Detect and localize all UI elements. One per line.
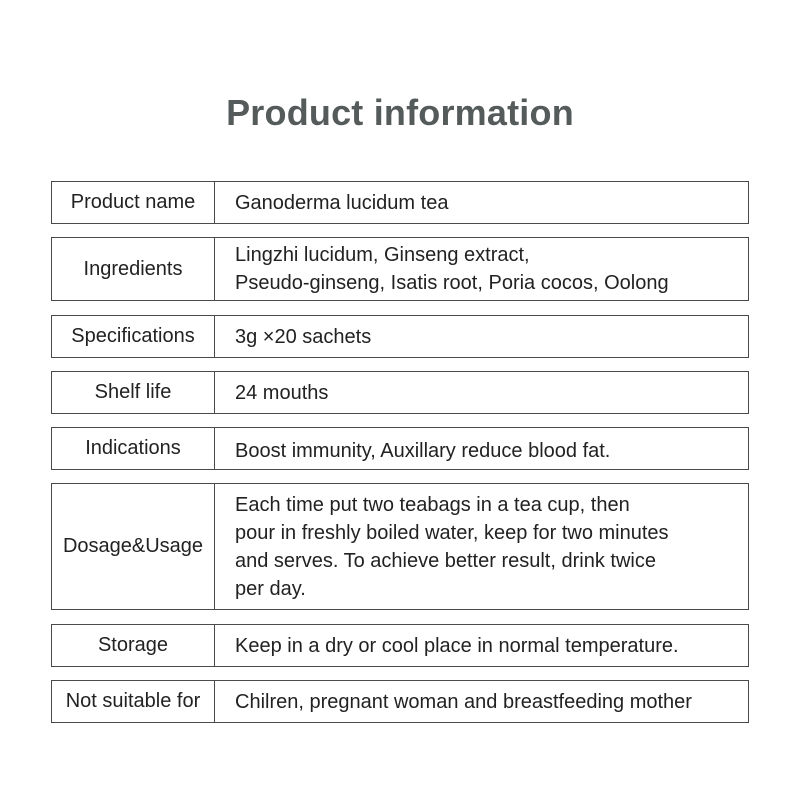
row-value <box>215 681 748 722</box>
row-value-line: per day. <box>235 577 306 600</box>
row-value <box>215 484 748 609</box>
row-value-line: Keep in a dry or cool place in normal temperature. <box>235 634 679 657</box>
page-title: Product information <box>226 92 574 133</box>
row-value-line: Lingzhi lucidum, Ginseng extract, <box>235 244 530 266</box>
row-label: Ingredients <box>52 238 215 300</box>
row-value <box>215 238 748 300</box>
row-value <box>215 182 748 223</box>
info-row-indications <box>51 427 749 470</box>
info-row-storage <box>51 624 749 667</box>
row-value-line: Boost immunity, Auxillary reduce blood fat. <box>235 439 611 462</box>
row-value-line: Pseudo-ginseng, Isatis root, Poria cocos, Oolong <box>235 272 669 294</box>
info-row-shelf-life <box>51 371 749 414</box>
info-row-product-name <box>51 181 749 224</box>
row-label: Not suitable for <box>52 681 215 722</box>
row-label: Shelf life <box>52 372 215 413</box>
row-value <box>215 316 748 357</box>
row-value-line: and serves. To achieve better result, drink twice <box>235 549 656 572</box>
row-label: Indications <box>52 428 215 469</box>
row-label: Specifications <box>52 316 215 357</box>
row-value-line: pour in freshly boiled water, keep for two minutes <box>235 521 669 544</box>
info-row-not-suitable-for <box>51 680 749 723</box>
info-row-dosage-usage <box>51 483 749 610</box>
row-value-line: 24 mouths <box>235 381 329 404</box>
row-value <box>215 625 748 666</box>
row-value-line: Each time put two teabags in a tea cup, then <box>235 493 630 516</box>
info-row-ingredients <box>51 237 749 301</box>
row-value <box>215 428 748 469</box>
info-row-specifications <box>51 315 749 358</box>
row-label: Dosage&Usage <box>52 484 215 609</box>
row-value-line: 3g ×20 sachets <box>235 325 372 348</box>
row-label: Storage <box>52 625 215 666</box>
row-value-line: Chilren, pregnant woman and breastfeeding mother <box>235 690 692 713</box>
row-label: Product name <box>52 182 215 223</box>
row-value-line: Ganoderma lucidum tea <box>235 191 449 214</box>
row-value <box>215 372 748 413</box>
